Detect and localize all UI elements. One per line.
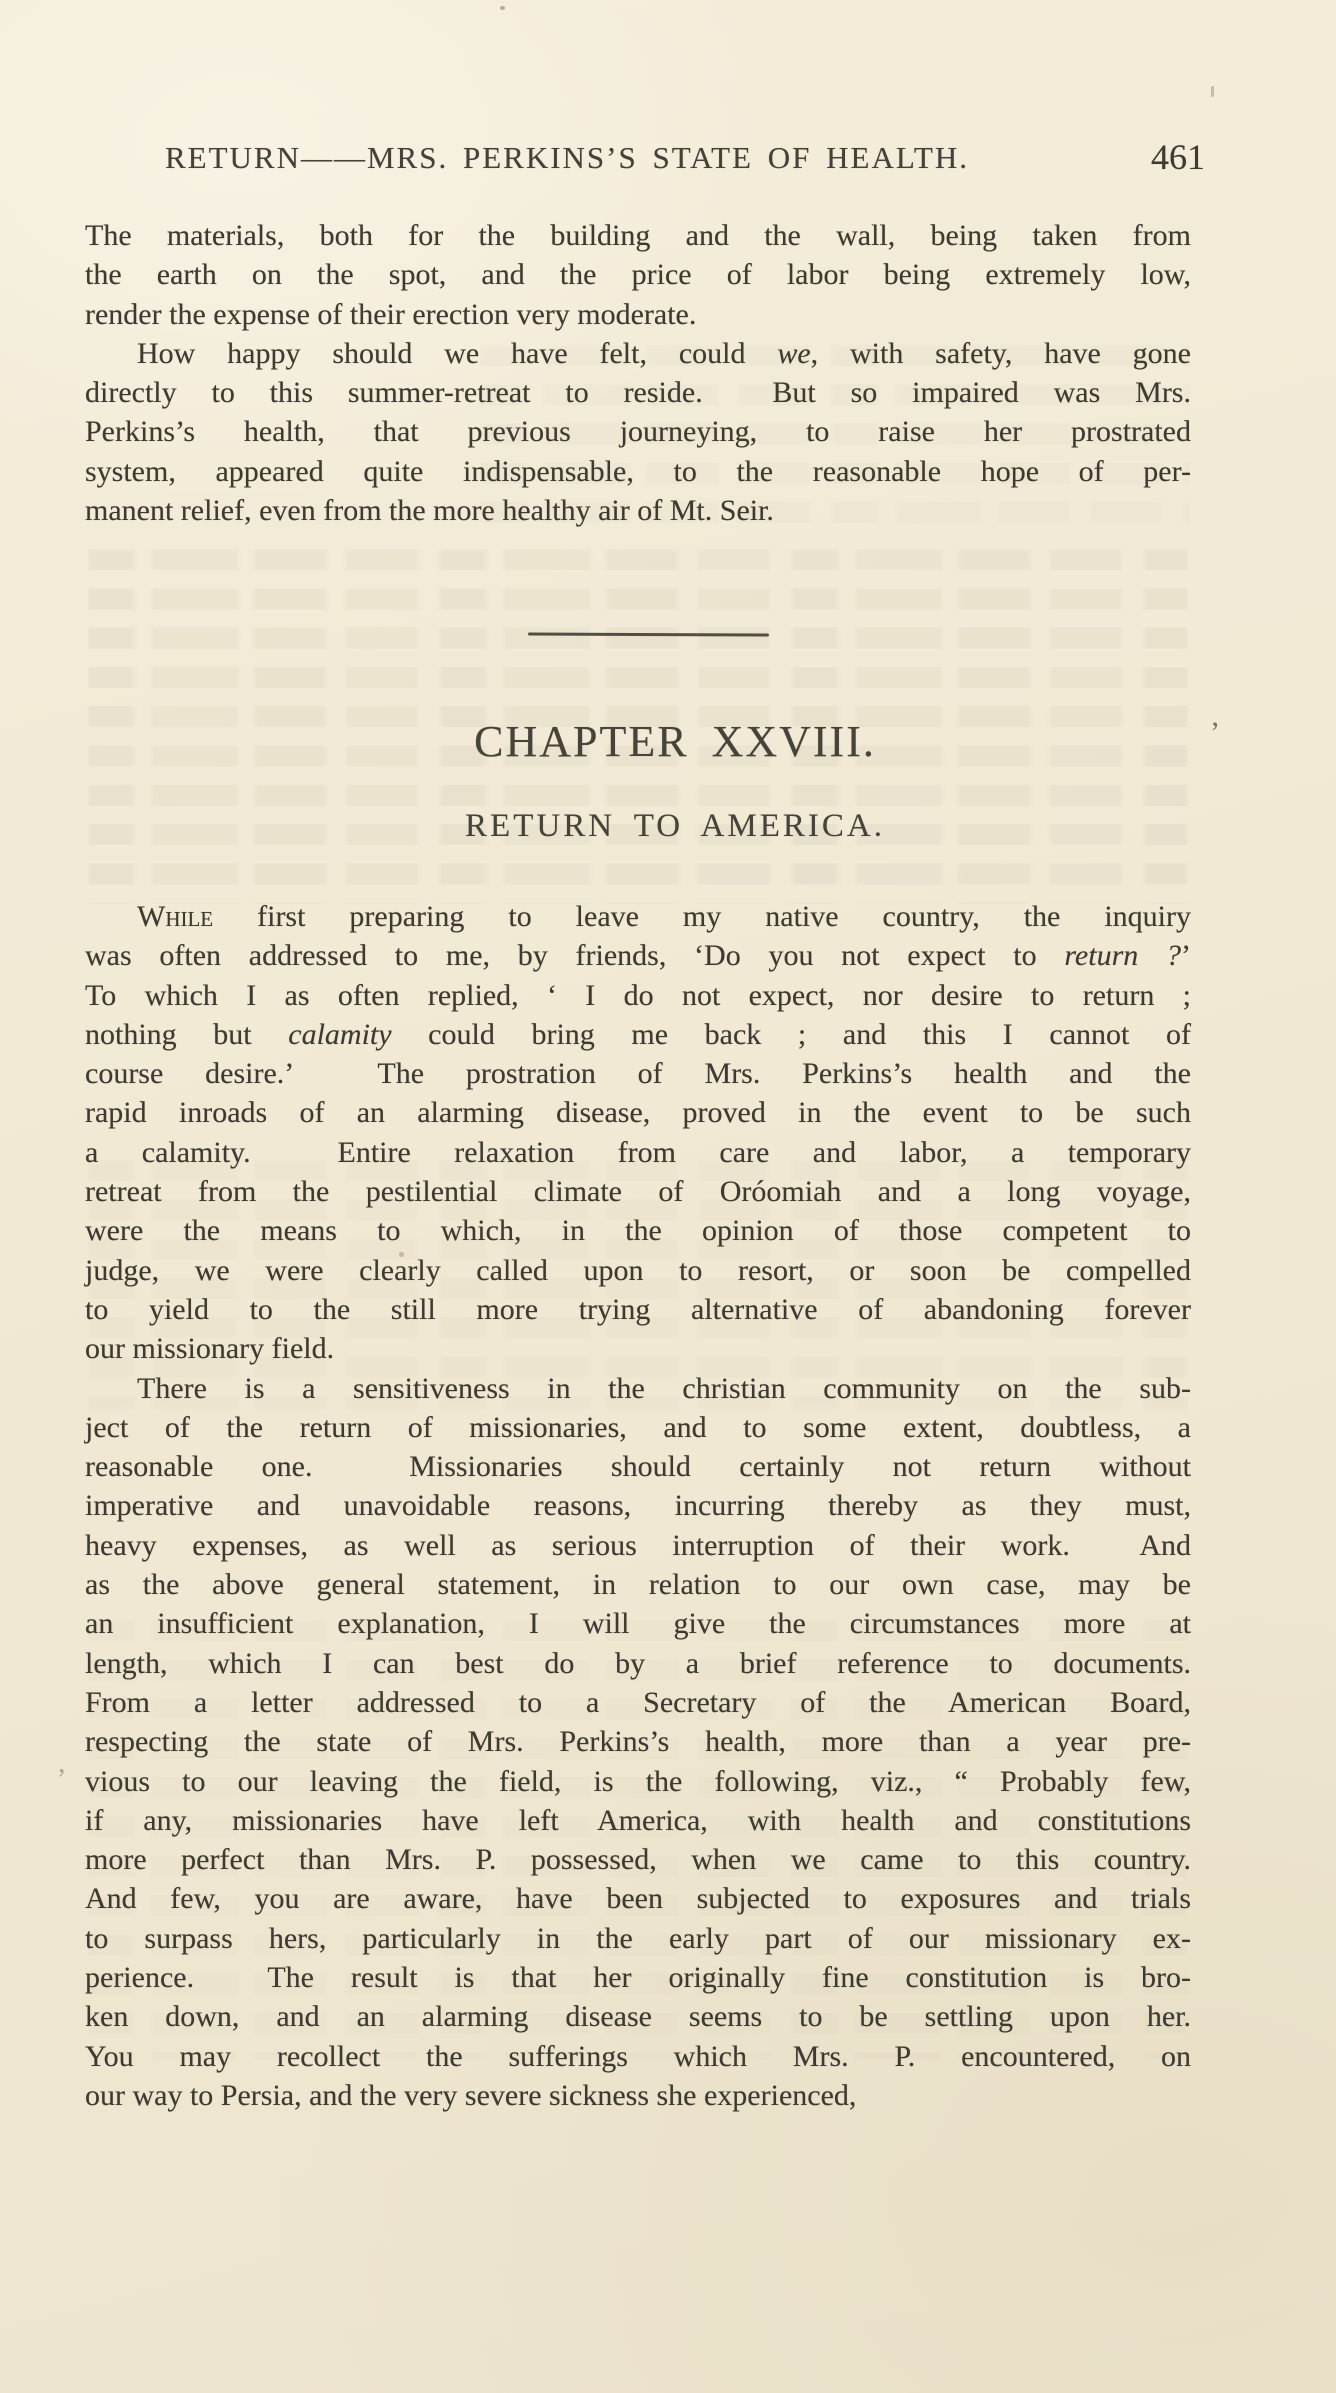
scan-speck xyxy=(500,6,505,10)
text-line: an insufficient explanation, I will give the circumstances more at xyxy=(85,1607,1191,1641)
text-line: was often addressed to me, by friends, ‘Do you not expect to return ?’ xyxy=(85,939,1192,973)
scan-speck xyxy=(1211,86,1214,97)
text-line: our way to Persia, and the very severe sickness she experienced, xyxy=(85,2078,857,2112)
text-line: if any, missionaries have left America, with health and constitutions xyxy=(85,1803,1191,1837)
text-line: as the above general statement, in relation to our own case, may be xyxy=(85,1568,1191,1602)
section-divider-rule xyxy=(528,632,769,636)
running-header xyxy=(85,130,1205,178)
text-line: vious to our leaving the field, is the following, viz., “ Probably few, xyxy=(85,1764,1191,1798)
text-line: length, which I can best do by a brief reference to documents. xyxy=(85,1646,1191,1680)
text-line: How happy should we have felt, could we, with safety, have gone xyxy=(137,336,1191,370)
text-line: While first preparing to leave my native country, the inquiry xyxy=(137,900,1191,933)
page-top-text xyxy=(85,216,1191,530)
text-line: system, appeared quite indispensable, to the reasonable hope of per- xyxy=(85,454,1191,488)
text-line: our missionary field. xyxy=(85,1332,335,1366)
paragraph-how-happy xyxy=(85,334,1191,530)
text-line: a calamity. Entire relaxation from care and labor, a temporary xyxy=(85,1135,1191,1169)
text-line: the earth on the spot, and the price of labor being extremely low, xyxy=(85,258,1191,292)
chapter-subheading xyxy=(0,808,1336,845)
text-line: respecting the state of Mrs. Perkins’s health, more than a year pre- xyxy=(85,1725,1191,1759)
text-line: From a letter addressed to a Secretary of the American Board, xyxy=(85,1685,1191,1719)
text-line: reasonable one. Missionaries should certainly not return without xyxy=(85,1450,1191,1484)
text-line: manent relief, even from the more healthy air of Mt. Seir. xyxy=(85,494,774,528)
text-line: render the expense of their erection very moderate. xyxy=(85,297,697,331)
paragraph-sensitiveness xyxy=(85,1369,1191,2116)
chapter-heading xyxy=(0,716,1336,767)
text-line: The materials, both for the building and the wall, being taken from xyxy=(85,219,1191,252)
text-line: heavy expenses, as well as serious interruption of their work. And xyxy=(85,1528,1191,1562)
paragraph-while-first-preparing xyxy=(85,897,1191,1369)
text-line: Perkins’s health, that previous journeying, to raise her prostrated xyxy=(85,415,1191,449)
text-line: You may recollect the sufferings which Mrs. P. encountered, on xyxy=(85,2039,1191,2073)
text-line: directly to this summer-retreat to reside. But so impaired was Mrs. xyxy=(85,376,1191,410)
text-line: more perfect than Mrs. P. possessed, when we came to this country. xyxy=(85,1843,1191,1877)
text-line: ken down, and an alarming disease seems to be settling upon her. xyxy=(85,2000,1191,2034)
text-line: nothing but calamity could bring me back ; and this I cannot of xyxy=(85,1017,1191,1051)
text-line: to yield to the still more trying alternative of abandoning forever xyxy=(85,1292,1191,1326)
text-line: judge, we were clearly called upon to resort, or soon be compelled xyxy=(85,1253,1191,1287)
text-line: perience. The result is that her originally fine constitution is bro- xyxy=(85,1961,1191,1995)
text-line: imperative and unavoidable reasons, incurring thereby as they must, xyxy=(85,1489,1191,1523)
text-line: course desire.’ The prostration of Mrs. Perkins’s health and the xyxy=(85,1057,1191,1091)
chapter-heading-text: CHAPTER XXVIII. xyxy=(474,717,876,766)
page-number: 461 xyxy=(1151,137,1205,177)
text-line: To which I as often replied, ‘ I do not expect, nor desire to return ; xyxy=(85,978,1191,1012)
text-line: There is a sensitiveness in the christian community on the sub- xyxy=(137,1371,1191,1405)
text-line: retreat from the pestilential climate of Oróomiah and a long voyage, xyxy=(85,1175,1191,1209)
running-header-title: RETURN——MRS. PERKINS’S STATE OF HEALTH. xyxy=(164,140,970,175)
text-line: And few, you are aware, have been subjected to exposures and trials xyxy=(85,1882,1191,1916)
text-line: were the means to which, in the opinion of those competent to xyxy=(85,1214,1191,1248)
text-line: ject of the return of missionaries, and to some extent, doubtless, a xyxy=(85,1410,1191,1444)
scan-artifact-apostrophe: ’ xyxy=(1210,716,1220,749)
paragraph-continued-from-previous-page xyxy=(85,216,1191,334)
chapter-subheading-text: RETURN TO AMERICA. xyxy=(465,808,885,844)
chapter-body-text xyxy=(85,897,1191,2115)
text-line: rapid inroads of an alarming disease, proved in the event to be such xyxy=(85,1096,1191,1130)
text-line: to surpass hers, particularly in the early part of our missionary ex- xyxy=(85,1921,1191,1955)
scan-artifact-comma: , xyxy=(58,1746,66,1779)
